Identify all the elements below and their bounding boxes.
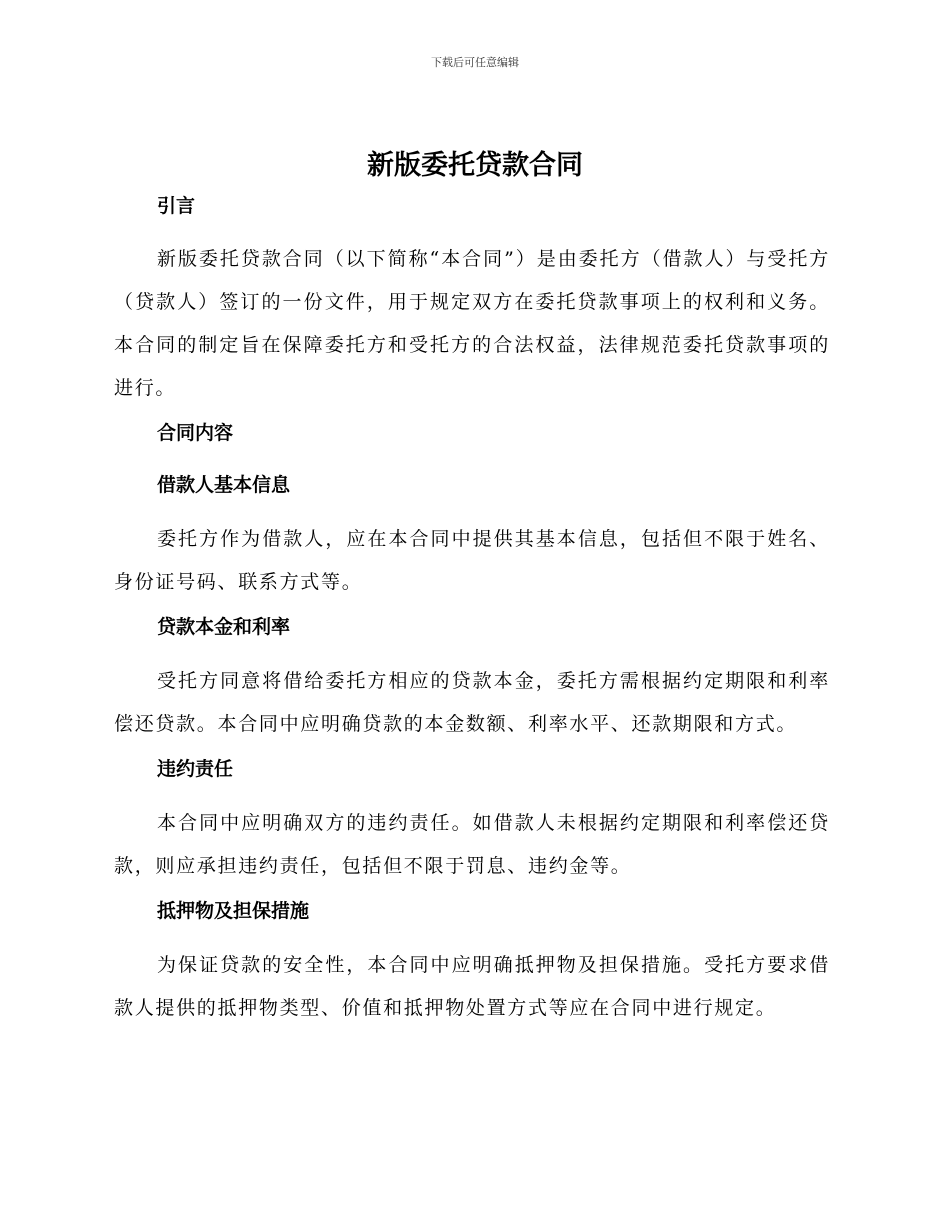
principal-rate-paragraph: 受托方同意将借给委托方相应的贷款本金，委托方需根据约定期限和利率偿还贷款。本合同中应明确贷款的本金数额、利率水平、还款期限和方式。 [114,670,830,735]
header-note: 下载后可任意编辑 [431,56,519,69]
intro-heading: 引言 [157,195,196,217]
collateral-paragraph: 为保证贷款的安全性，本合同中应明确抵押物及担保措施。受托方要求借款人提供的抵押物类型、价值和抵押物处置方式等应在合同中进行规定。 [114,954,830,1019]
principal-rate-heading: 贷款本金和利率 [157,616,291,638]
borrower-info-heading: 借款人基本信息 [157,474,291,496]
breach-liability-paragraph: 本合同中应明确双方的违约责任。如借款人未根据约定期限和利率偿还贷款，则应承担违约责任，包括但不限于罚息、违约金等。 [114,812,830,877]
document-title: 新版委托贷款合同 [367,150,583,181]
contract-content-heading: 合同内容 [157,422,234,444]
intro-paragraph: 新版委托贷款合同（以下简称“本合同”）是由委托方（借款人）与受托方（贷款人）签订的一份文件，用于规定双方在委托贷款事项上的权利和义务。本合同的制定旨在保障委托方和受托方的合法权益，法律规范委托贷款事项的进行。 [114,248,830,399]
borrower-info-paragraph: 委托方作为借款人，应在本合同中提供其基本信息，包括但不限于姓名、身份证号码、联系方式等。 [114,528,830,593]
document-body [114,190,830,1030]
collateral-heading: 抵押物及担保措施 [157,900,310,922]
breach-liability-heading: 违约责任 [157,758,234,780]
